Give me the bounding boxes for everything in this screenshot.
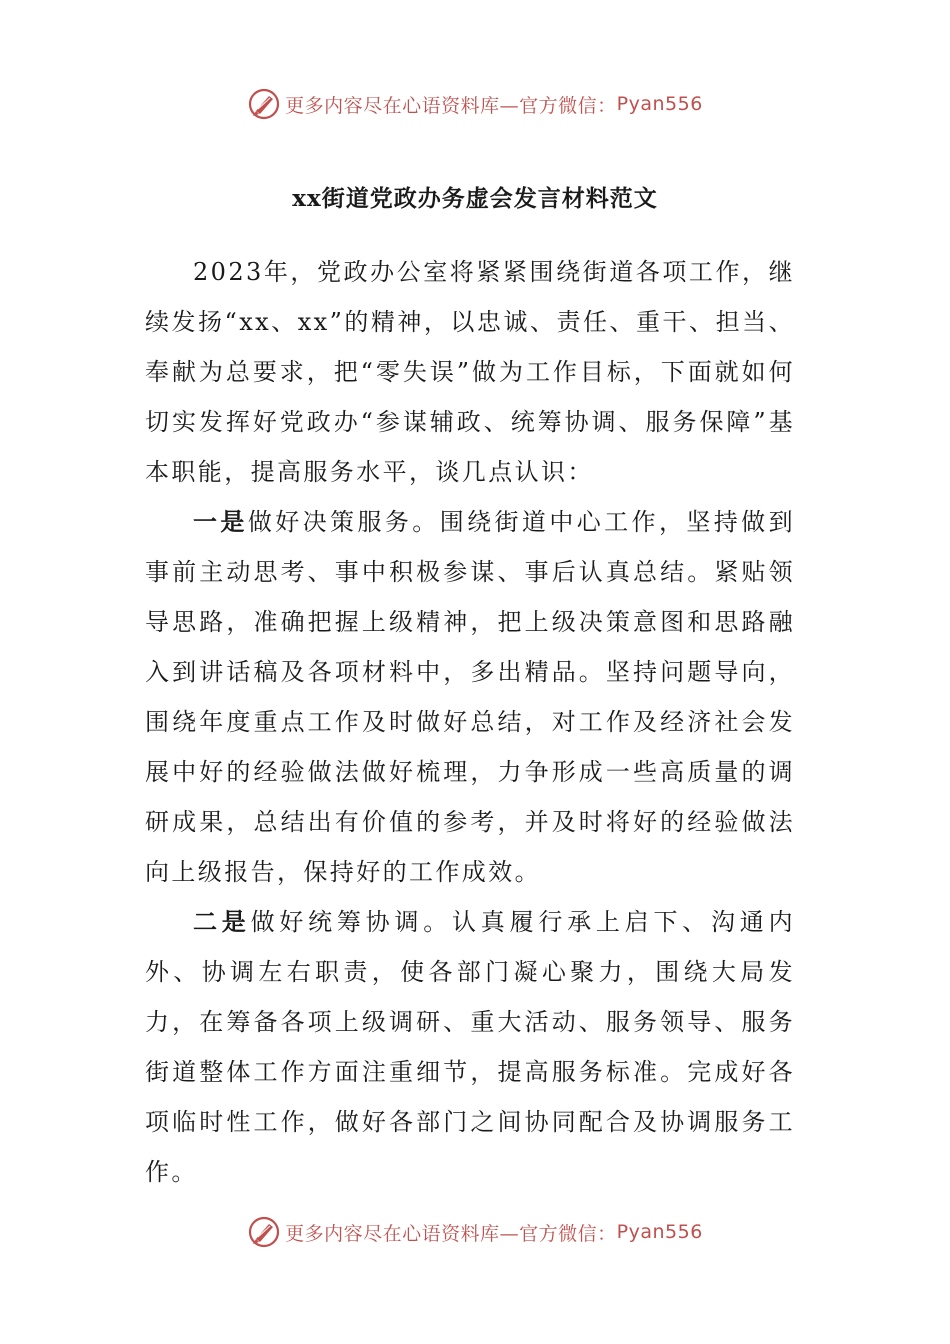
section-text-1: 做好决策服务。围绕街道中心工作，坚持做到事前主动思考、事中积极参谋、事后认真总结。紧贴领导思路，准确把握上级精神，把上级决策意图和思路融入到讲话稿及各项材料中，多出精品。坚持问题导向，围绕年度重点工作及时做好总结，对工作及经济社会发展中好的经验做法做好梳理，力争形成一些高质量的调研成果，总结出有价值的参考，并及时将好的经验做法向上级报告，保持好的工作成效。 [145,508,795,886]
document-body [145,247,795,1197]
pen-nib-logo-icon [247,87,281,121]
watermark-banner-top [0,84,950,124]
watermark-handle: Pyan556 [616,1221,703,1243]
document-title: xx街道党政办务虚会发言材料范文 [292,185,658,212]
intro-paragraph: 2023年，党政办公室将紧紧围绕街道各项工作，继续发扬“xx、xx”的精神，以忠诚、责任、重干、担当、奉献为总要求，把“零失误”做为工作目标，下面就如何切实发挥好党政办“参谋辅政、统筹协调、服务保障”基本职能，提高服务水平，谈几点认识： [145,258,795,486]
pen-nib-logo-icon [247,1215,281,1249]
watermark-text: 更多内容尽在心语资料库—官方微信： [285,1222,617,1245]
section-lead-2: 二是 [193,907,251,936]
section-paragraph-2 [145,897,795,1197]
section-text-2: 做好统筹协调。认真履行承上启下、沟通内外、协调左右职责，使各部门凝心聚力，围绕大局发力，在筹备各项上级调研、重大活动、服务领导、服务街道整体工作方面注重细节，提高服务标准。完成好各项临时性工作，做好各部门之间协同配合及协调服务工作。 [145,908,795,1186]
watermark-banner-bottom [0,1212,950,1252]
section-paragraph-1 [145,497,795,897]
watermark-text: 更多内容尽在心语资料库—官方微信： [285,94,617,117]
section-lead-1: 一是 [193,507,248,536]
watermark-handle: Pyan556 [616,93,703,115]
